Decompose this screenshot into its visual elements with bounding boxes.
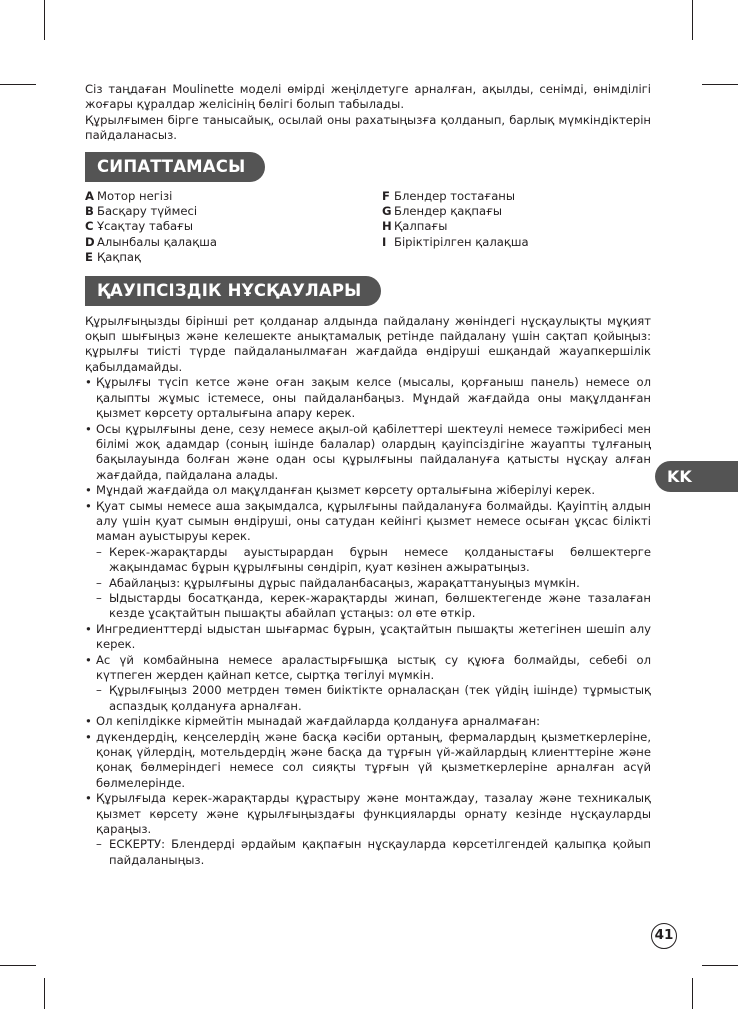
list-item (85, 422, 651, 484)
safety-heading: ҚАУІПСІЗДІК НҰСҚАУЛАРЫ (85, 276, 381, 306)
language-tab: KK (655, 461, 738, 492)
description-heading: СИПАТТАМАСЫ (85, 152, 265, 182)
part-item (85, 235, 382, 250)
part-label: Ұсақтау табағы (97, 219, 194, 234)
list-item-text: Ас үй комбайнына немесе араластырғышқа ыстық су құюға болмайды, себебі ол күтпеген жерден қайнап кетсе, сыртқа төгілуі мүмкін. (96, 652, 651, 682)
part-label: Блендер қақпағы (394, 204, 503, 219)
part-item (85, 219, 382, 234)
part-item (85, 204, 382, 219)
crop-mark (44, 978, 45, 1009)
part-letter: D (85, 234, 95, 249)
part-item (382, 189, 651, 204)
part-label: Біріктірілген қалақша (394, 234, 529, 249)
list-item (85, 483, 651, 498)
list-item-text: Ол кепілдікке кірмейтін мынадай жағдайларда қолдануға арналмаған: (96, 714, 541, 729)
list-item (85, 730, 651, 792)
crop-mark (692, 0, 693, 40)
list-item-text: Қуат сымы немесе аша зақымдалса, құрылғыны пайдалануға болмайды. Қауіптің алдын алу үшін қуат сымын өндіруші, оны сатудан кейінгі қызмет немесе осыған ұқсас білікті маман ауыстыруы керек. (96, 498, 651, 544)
list-item-text: Мұндай жағдайда ол мақұлданған қызмет көрсету орталығына жіберілуі керек. (96, 483, 596, 498)
sub-list-item: – Ыдыстарды босатқанда, керек-жарақтарды жинап, бөлшектегенде және тазалаған кезде ұсақтайтын пышақты абайлап ұстаңыз: ол өте өткір. (96, 591, 651, 622)
crop-mark (0, 965, 36, 966)
intro-paragraph: Сіз таңдаған Moulinette моделі өмірді жеңілдетуге арналған, ақылды, сенімді, өнімділігі жоғары құралдар желісінің бөлігі болып табылады. (85, 82, 651, 112)
part-label: Басқару түймесі (97, 204, 198, 219)
list-item-text: Ингредиенттерді ыдыстан шығармас бұрын, ұсақтайтын пышақты жетегінен шешіп алу керек. (96, 621, 651, 652)
list-item (85, 653, 651, 715)
part-letter: H (382, 219, 392, 234)
list-item-text: Осы құрылғыны дене, сезу немесе ақыл-ой қабілеттері шектеулі немесе тәжірибесі мен білімі жоқ адамдар (соның ішінде балалар) олардың қауіпсіздігіне жауапты тұлғаның бақылауында болған және одан осы құрылғыны пайдалануға қатысты нұсқау алған жағдайда, пайдалана алады. (96, 421, 651, 482)
part-letter: C (85, 219, 94, 234)
crop-mark (702, 84, 738, 85)
part-item (85, 250, 382, 265)
part-label: Блендер тостағаны (394, 188, 516, 203)
parts-list (85, 189, 651, 266)
list-item-text: Құрылғыда керек-жарақтарды құрастыру және монтаждау, тазалау және техникалық қызмет көрсету және құрылғыңыздағы функцияларды орнату кезінде нұсқауларды қараңыз. (96, 791, 651, 837)
safety-list (85, 375, 651, 868)
list-item (85, 622, 651, 653)
part-letter: E (85, 250, 93, 265)
part-item (382, 235, 651, 250)
part-item (382, 219, 651, 234)
list-item (85, 375, 651, 421)
page-content (85, 82, 651, 868)
part-label: Алынбалы қалақша (97, 234, 217, 249)
list-item (85, 714, 651, 729)
parts-column-right (382, 189, 651, 266)
sub-list (96, 545, 651, 622)
page-number: 41 (651, 923, 677, 949)
crop-mark (0, 84, 36, 85)
part-letter: A (85, 188, 94, 203)
part-letter: G (382, 204, 392, 219)
part-letter: I (382, 234, 387, 249)
part-letter: B (85, 204, 94, 219)
list-item-text: Құрылғы түсіп кетсе және оған зақым келсе (мысалы, қорғаныш панель) немесе ол қалыпты жұмыс істемесе, оны пайдаланбаңыз. Мұндай жағдайда оны мақұлданған қызмет көрсету орталығына апару керек. (96, 375, 651, 421)
sub-list-item: – ЕСКЕРТУ: Блендерді әрдайым қақпағын нұсқауларда көрсетілгендей қалыпқа қойып пайдаланыңыз. (96, 837, 651, 868)
safety-intro: Құрылғыңызды бірінші рет қолданар алдында пайдалану жөніндегі нұсқаулықты мұқият оқып шығыңыз және келешекте анықтамалық ретінде пайдалану үшін сақтап қойыңыз: құрылғы тиісті түрде пайдаланылмаған жағдайда өндіруші ешқандай жауапкершілік қабылдамайды. (85, 313, 651, 374)
list-item (85, 791, 651, 868)
list-item-text: дүкендердің, кеңселердің және басқа кәсіби ортаның, фермалардың қызметкерлеріне, қонақ үйлердің, мотельдердің және басқа да тұрғын үй-жайлардың клиенттеріне және қонақ бөлмеріндегі немесе сол сияқты тұрғын үй қызметкерлеріне арналған асүй бөлмелерінде. (96, 729, 651, 790)
part-label: Мотор негізі (97, 188, 173, 203)
list-item (85, 499, 651, 622)
part-letter: F (382, 188, 390, 203)
crop-mark (692, 978, 693, 1009)
sub-list-item: – Керек-жарақтарды ауыстырардан бұрын немесе қолданыстағы бөлшектерге жақындамас бұрын құрылғыны сөндіріп, қуат көзінен ажыратыңыз. (96, 545, 651, 576)
part-label: Қақпақ (97, 250, 142, 265)
part-item (382, 204, 651, 219)
sub-list-item: – Құрылғыңыз 2000 метрден төмен биіктікте орналасқан (тек үйдің ішінде) тұрмыстық аспаздық қолдануға арналған. (96, 683, 651, 714)
sub-list (96, 837, 651, 868)
sub-list (96, 683, 651, 714)
part-label: Қалпағы (394, 219, 448, 234)
sub-list-item: – Абайлаңыз: құрылғыны дұрыс пайдаланбасаңыз, жарақаттануыңыз мүмкін. (96, 576, 651, 591)
part-item (85, 189, 382, 204)
crop-mark (44, 0, 45, 40)
parts-column-left (85, 189, 382, 266)
intro-paragraph: Құрылғымен бірге танысайық, осылай оны рахатыңызға қолданып, барлық мүмкіндіктерін пайдаланасыз. (85, 112, 651, 143)
crop-mark (702, 965, 738, 966)
